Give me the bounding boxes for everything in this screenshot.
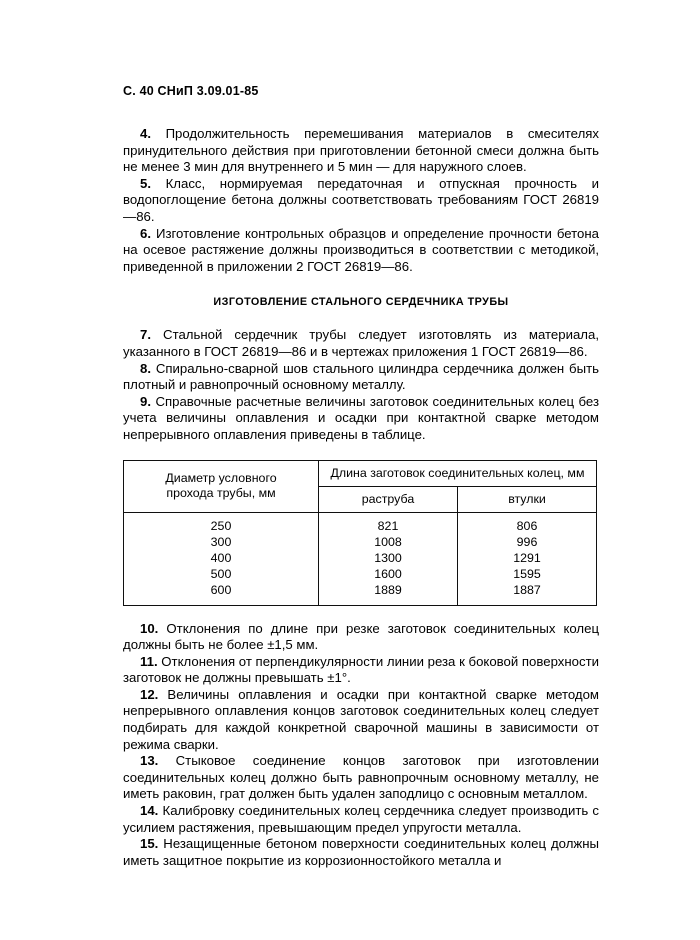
paragraph-text: Справочные расчетные величины заготовок соединительных колец без учета величины оплавления и осадки при контактной сварке методом непрерывного оплавления приведены в таблице. — [123, 393, 599, 442]
paragraph-number: 15. — [140, 836, 159, 852]
paragraph-number: 10. — [140, 620, 159, 636]
paragraph-6 — [123, 226, 599, 276]
cell-diameters — [124, 512, 319, 605]
paragraph-9 — [123, 394, 599, 444]
paragraph-text: Калибровку соединительных колец сердечника следует производить с усилием растяжения, превышающим предел упругости металла. — [123, 803, 599, 835]
header-diameter-line2: прохода трубы, мм — [166, 486, 276, 500]
table-header-row-1 — [124, 460, 597, 486]
value-diameter: 500 — [210, 567, 232, 582]
table-row — [124, 512, 597, 605]
paragraph-14 — [123, 803, 599, 836]
paragraph-10 — [123, 621, 599, 654]
paragraph-5 — [123, 176, 599, 226]
header-rastruba: раструба — [319, 486, 458, 512]
value-diameter: 600 — [210, 583, 232, 598]
header-vtulki: втулки — [458, 486, 597, 512]
paragraph-11 — [123, 654, 599, 687]
paragraph-4 — [123, 126, 599, 176]
value-rastruba: 1300 — [374, 550, 402, 565]
paragraph-number: 8. — [140, 360, 151, 376]
spec-table — [123, 460, 597, 606]
paragraph-text: Отклонения по длине при резке заготовок соединительных колец должны быть не более ±1,5 мм. — [123, 620, 600, 653]
paragraph-15 — [123, 836, 599, 869]
header-length-group: Длина заготовок соединительных колец, мм — [319, 460, 597, 486]
paragraph-12 — [123, 687, 599, 753]
value-vtulki: 806 — [516, 518, 538, 533]
paragraph-7 — [123, 327, 599, 360]
paragraph-text: Незащищенные бетоном поверхности соединительных колец должны иметь защитное покрытие из коррозионностойкого металла и — [123, 836, 599, 868]
running-head: С. 40 СНиП 3.09.01-85 — [123, 84, 259, 98]
paragraph-number: 5. — [140, 175, 151, 191]
header-diameter — [124, 460, 319, 512]
value-rastruba: 1600 — [374, 567, 402, 582]
value-rastruba: 821 — [377, 518, 399, 533]
paragraph-text: Изготовление контрольных образцов и определение прочности бетона на осевое растяжение должны производиться в соответствии с методикой, приведенной в приложении 2 ГОСТ 26819—86. — [123, 225, 600, 274]
section-heading: ИЗГОТОВЛЕНИЕ СТАЛЬНОГО СЕРДЕЧНИКА ТРУБЫ — [213, 296, 509, 309]
paragraph-13 — [123, 753, 599, 803]
table-head — [124, 460, 597, 512]
value-diameter: 300 — [210, 534, 232, 549]
paragraph-number: 12. — [140, 686, 159, 702]
paragraph-number: 7. — [140, 327, 151, 343]
paragraph-text: Продолжительность перемешивания материалов в смесителях принудительного действия при приготовлении бетонной смеси должна быть не менее 3 мин для внутреннего и 5 мин — для наружного слоев. — [123, 126, 599, 175]
value-vtulki: 1291 — [513, 550, 541, 565]
table-container — [123, 460, 599, 606]
value-vtulki: 1887 — [513, 583, 541, 598]
paragraph-text: Класс, нормируемая передаточная и отпускная прочность и водопоглощение бетона должны соответствовать требованиям ГОСТ 26819—86. — [123, 175, 599, 224]
paragraph-text: Стыковое соединение концов заготовок при изготовлении соединительных колец должно быть равнопрочным основному металлу, не иметь раковин, грат должен быть удален заподлицо с основным металлом. — [123, 753, 599, 802]
value-diameter: 400 — [210, 550, 232, 565]
paragraph-text: Отклонения от перпендикулярности линии реза к боковой поверхности заготовок не должны превышать ±1°. — [123, 653, 599, 686]
paragraph-number: 14. — [140, 803, 159, 819]
paragraph-number: 4. — [140, 126, 151, 141]
page-content — [123, 84, 599, 869]
header-diameter-line1: Диаметр условного — [165, 471, 277, 485]
value-vtulki: 996 — [516, 534, 538, 549]
paragraph-text: Стальной сердечник трубы следует изготовлять из материала, указанного в ГОСТ 26819—86 и в чертежах приложения 1 ГОСТ 26819—86. — [123, 327, 599, 359]
paragraph-text: Спирально-сварной шов стального цилиндра сердечника должен быть плотный и равнопрочный основному металлу. — [123, 360, 600, 393]
cell-vtulki — [458, 512, 597, 605]
paragraph-8 — [123, 361, 599, 394]
table-body — [124, 512, 597, 605]
value-rastruba: 1889 — [374, 583, 402, 598]
paragraph-number: 9. — [140, 393, 151, 409]
paragraph-text: Величины оплавления и осадки при контактной сварке методом непрерывного оплавления концов заготовок соединительных колец следует подбирать для каждой конкретной сварочной машины в зависимости от режима сварки. — [123, 686, 599, 752]
cell-rastruba — [319, 512, 458, 605]
paragraph-number: 11. — [140, 653, 158, 669]
value-diameter: 250 — [210, 518, 232, 533]
paragraph-number: 6. — [140, 225, 151, 241]
value-rastruba: 1008 — [374, 534, 402, 549]
paragraph-number: 13. — [140, 753, 159, 769]
value-vtulki: 1595 — [513, 567, 541, 582]
